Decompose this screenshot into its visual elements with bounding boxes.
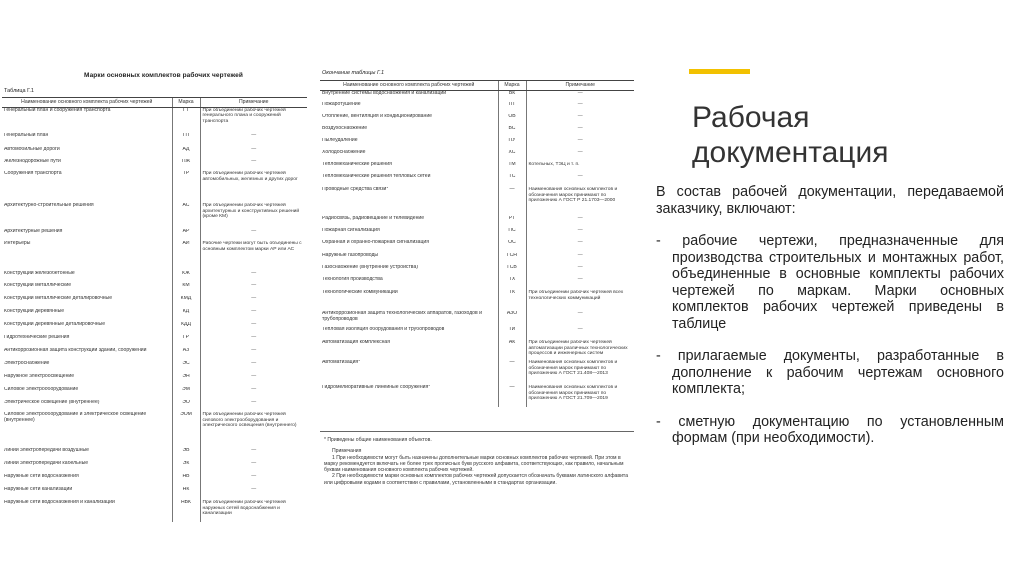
accent-bar xyxy=(689,69,750,74)
row-code: ОС xyxy=(498,240,526,253)
row-note: — xyxy=(526,265,634,277)
row-name: Электрическое освещение (внутреннее) xyxy=(4,400,100,405)
row-name: Тепломеханические решения тепловых сетей xyxy=(322,174,431,179)
row-note: — xyxy=(526,240,634,253)
table-row xyxy=(2,133,307,147)
row-code: ТХ xyxy=(498,277,526,290)
table-page-right xyxy=(318,0,638,574)
row-code: ГТ xyxy=(172,107,200,133)
row-note: — xyxy=(526,126,634,138)
table-row xyxy=(2,387,307,400)
slide-body xyxy=(656,184,1004,463)
row-name: Железнодорожные пути xyxy=(4,159,61,164)
row-code: РТ xyxy=(498,216,526,228)
row-code: АК xyxy=(498,340,526,360)
row-name: Пожаротушение xyxy=(322,102,361,107)
row-note: — xyxy=(526,228,634,240)
table-row xyxy=(320,114,634,126)
row-note: — xyxy=(526,150,634,162)
row-name: Генеральный план xyxy=(4,133,49,138)
table-row xyxy=(2,374,307,387)
marks-table-left xyxy=(2,97,307,522)
table-row xyxy=(2,107,307,133)
row-note: При объединении рабочих чертежей генерального плана и сооружений транспорта xyxy=(200,107,307,133)
row-name: Конструкции железобетонные xyxy=(4,271,75,276)
table-row xyxy=(2,412,307,448)
table-row xyxy=(320,228,634,240)
table-row xyxy=(320,340,634,360)
row-name: Радиосвязь, радиовещание и телевидение xyxy=(322,216,425,221)
table-row xyxy=(2,348,307,361)
row-note: — xyxy=(526,253,634,265)
table-row xyxy=(2,229,307,241)
row-code: ЭМ xyxy=(172,387,200,400)
table-header-row xyxy=(320,81,634,91)
table-row xyxy=(320,327,634,340)
slide-title xyxy=(692,100,992,170)
column-header: Примечание xyxy=(200,98,307,108)
row-name: Пылеудаление xyxy=(322,138,358,143)
row-code: ПТ xyxy=(498,102,526,114)
row-note: — xyxy=(200,348,307,361)
row-name: Конструкции металлические xyxy=(4,283,72,288)
row-note: — xyxy=(200,322,307,335)
row-note: — xyxy=(526,90,634,102)
column-header: Наименование основного комплекта рабочих чертежей xyxy=(320,81,498,91)
row-note: Наименования основных комплектов и обозначения марок принимают по приложению А ГОСТ 21.408—2013 xyxy=(526,360,634,385)
row-note: — xyxy=(526,138,634,150)
table-row xyxy=(320,265,634,277)
row-code: ТС xyxy=(498,174,526,187)
row-note: — xyxy=(200,448,307,461)
row-name: Тепломеханические решения xyxy=(322,162,392,167)
row-note: Котельных, ТЭЦ и т. п. xyxy=(526,162,634,174)
bullet-item: - рабочие чертежи, предназначенные для производства строительных и монтажных работ, объединенные в основные комплекты рабочих чертежей по маркам. Марки основных комплектов рабочих чертежей приведены в таблице xyxy=(656,233,1004,332)
table-row xyxy=(2,500,307,522)
notes-title: Примечания xyxy=(332,448,362,455)
row-name: Газоснабжение (внутренние устройства) xyxy=(322,265,418,270)
row-code: АИ xyxy=(172,241,200,271)
note-2: 2 При необходимости марки основных комплектов рабочих чертежей допускается обозначать буквами латинского алфавита или цифровыми кодами в соответствии с правилами, установленными в стандартах организации. xyxy=(324,473,629,486)
row-name: Архитектурно-строительные решения xyxy=(4,203,94,208)
slide-title-line: документация xyxy=(692,136,889,169)
table-row xyxy=(320,253,634,265)
row-code: АЗО xyxy=(498,311,526,327)
row-note: — xyxy=(526,277,634,290)
row-name: Пожарная сигнализация xyxy=(322,228,380,233)
marks-table-right xyxy=(320,80,634,407)
table-row xyxy=(320,360,634,385)
table-row xyxy=(2,461,307,474)
row-note: Наименования основных комплектов и обозначения марок принимают по приложению А ГОСТ 21.709—2019 xyxy=(526,385,634,407)
row-note: При объединении рабочих чертежей наружных сетей водоснабжения и канализации xyxy=(200,500,307,522)
row-name: Наружные сети водоснабжения и канализации xyxy=(4,500,115,505)
row-note: — xyxy=(200,283,307,296)
row-code: ПС xyxy=(498,228,526,240)
row-name: Гидромелиоративные линейные сооружения* xyxy=(322,385,431,390)
row-note: — xyxy=(200,374,307,387)
row-name: Воздухоснабжение xyxy=(322,126,368,131)
row-code: НВ xyxy=(172,474,200,487)
row-note: — xyxy=(200,296,307,309)
table-row xyxy=(320,385,634,407)
table-row xyxy=(320,216,634,228)
row-note: — xyxy=(200,309,307,322)
row-code: ЭОМ xyxy=(172,412,200,448)
row-note: — xyxy=(200,159,307,171)
table-page-left xyxy=(0,0,318,574)
table-row xyxy=(2,271,307,283)
row-name: Силовое электрооборудование и электрическое освещение (внутреннее) xyxy=(4,412,147,423)
row-name: Интерьеры xyxy=(4,241,31,246)
row-code: ГСВ xyxy=(498,265,526,277)
row-code: ЭО xyxy=(172,400,200,412)
table-row xyxy=(2,296,307,309)
row-code: — xyxy=(498,187,526,216)
row-code: ХС xyxy=(498,150,526,162)
row-name: Антикоррозионная защита технологических аппаратов, газоходов и трубопроводов xyxy=(322,311,482,322)
row-note: При объединении рабочих чертежей архитектурных и конструктивных решений (кроме КМ) xyxy=(200,203,307,229)
row-code: ПУ xyxy=(498,138,526,150)
table-tag: Окончание таблицы Г.1 xyxy=(322,70,384,76)
row-code: ТР xyxy=(172,171,200,203)
row-note: — xyxy=(200,461,307,474)
table-row xyxy=(320,311,634,327)
row-code: ПЖ xyxy=(172,159,200,171)
row-note: — xyxy=(526,327,634,340)
table-row xyxy=(2,400,307,412)
table-row xyxy=(320,138,634,150)
row-name: Конструкции деревянные деталировочные xyxy=(4,322,106,327)
table-row xyxy=(2,147,307,159)
row-name: Электроснабжение xyxy=(4,361,50,366)
row-note: При объединении рабочих чертежей автоматизации различных технологических процессов и инженерных систем xyxy=(526,340,634,360)
column-header: Марка xyxy=(498,81,526,91)
row-code: ТК xyxy=(498,290,526,311)
table-row xyxy=(320,290,634,311)
row-code: ГР xyxy=(172,335,200,348)
row-note: — xyxy=(526,174,634,187)
table-row xyxy=(2,171,307,203)
column-header: Марка xyxy=(172,98,200,108)
row-code: АР xyxy=(172,229,200,241)
table-row xyxy=(2,203,307,229)
table-header-row xyxy=(2,98,307,108)
table-caption: Марки основных комплектов рабочих чертежей xyxy=(84,72,243,79)
row-note: — xyxy=(200,487,307,500)
row-code: КМ xyxy=(172,283,200,296)
row-name: Линии электропередачи воздушные xyxy=(4,448,89,453)
table-row xyxy=(320,126,634,138)
row-name: Тепловая изоляция оборудования и трубопроводов xyxy=(322,327,445,332)
slide-title-line: Рабочая xyxy=(692,101,810,134)
slide-intro: В состав рабочей документации, передаваемой заказчику, включают: xyxy=(656,184,1004,217)
row-note: — xyxy=(200,229,307,241)
row-note: При объединении рабочих чертежей силового электрооборудования и электрического освещения (внутреннего) xyxy=(200,412,307,448)
table-row xyxy=(2,159,307,171)
row-name: Охранная и охранно-пожарная сигнализация xyxy=(322,240,429,245)
footnote-star: * Приведены общие наименования объектов. xyxy=(324,437,432,443)
row-note: При объединении рабочих чертежей всех технологических коммуникаций xyxy=(526,290,634,311)
row-name: Конструкции деревянные xyxy=(4,309,65,314)
row-name: Внутренние системы водоснабжения и канализации xyxy=(322,90,447,96)
row-code: ТИ xyxy=(498,327,526,340)
row-note: Наименования основных комплектов и обозначения марок принимают по приложению А ГОСТ Р 21.1703—2000 xyxy=(526,187,634,216)
table-row xyxy=(2,474,307,487)
table-row xyxy=(320,277,634,290)
row-code: АЗ xyxy=(172,348,200,361)
row-name: Сооружения транспорта xyxy=(4,171,62,176)
note-1: 1 При необходимости могут быть назначены дополнительные марки основных комплектов рабочих чертежей. При этом в марку рекомендуется включать не более трех прописных букв русского алфавита, соответствующих, как правило, начальным буквам наименования основного комплекта рабочих чертежей. xyxy=(324,454,624,474)
table-row xyxy=(320,150,634,162)
row-note: — xyxy=(526,114,634,126)
row-code: — xyxy=(498,385,526,407)
row-note: — xyxy=(526,216,634,228)
row-note: — xyxy=(200,400,307,412)
row-name: Конструкции металлические деталировочные xyxy=(4,296,113,301)
row-code: КЖ xyxy=(172,271,200,283)
row-code: АД xyxy=(172,147,200,159)
row-code: АС xyxy=(172,203,200,229)
row-note: — xyxy=(200,133,307,147)
row-note: — xyxy=(526,311,634,327)
row-note: — xyxy=(200,387,307,400)
row-name: Генеральный план и сооружения транспорта xyxy=(4,107,111,113)
table-row xyxy=(2,335,307,348)
row-name: Автоматизация комплексная xyxy=(322,340,391,345)
row-note: Рабочие чертежи могут быть объединены с основным комплектом марки АР или АС xyxy=(200,241,307,271)
table-row xyxy=(2,487,307,500)
bullet-item: - сметную документацию по установленным формам (при необходимости). xyxy=(656,413,1004,446)
row-note: — xyxy=(200,361,307,374)
row-code: КДД xyxy=(172,322,200,335)
row-code: ВК xyxy=(498,90,526,102)
table-footnotes xyxy=(320,431,634,515)
row-name: Автомобильные дороги xyxy=(4,147,60,152)
row-note: — xyxy=(200,335,307,348)
row-note: При объединении рабочих чертежей автомобильных, железных и других дорог xyxy=(200,171,307,203)
table-row xyxy=(2,309,307,322)
row-name: Гидротехнические решения xyxy=(4,335,70,340)
row-name: Наружные сети водоснабжения xyxy=(4,474,79,479)
row-note: — xyxy=(200,474,307,487)
table-row xyxy=(320,240,634,253)
table-row xyxy=(320,162,634,174)
row-code: ЭК xyxy=(172,461,200,474)
row-name: Проводные средства связи* xyxy=(322,187,389,192)
row-code: — xyxy=(498,360,526,385)
row-name: Линии электропередачи кабельные xyxy=(4,461,89,466)
row-name: Автоматизация* xyxy=(322,360,361,365)
table-row xyxy=(2,361,307,374)
table-row xyxy=(2,283,307,296)
row-note: — xyxy=(526,102,634,114)
row-code: КД xyxy=(172,309,200,322)
row-name: Технологические коммуникации xyxy=(322,290,398,295)
row-name: Холодоснабжение xyxy=(322,150,366,155)
table-row xyxy=(2,448,307,461)
row-code: ГП xyxy=(172,133,200,147)
row-code: ОВ xyxy=(498,114,526,126)
row-code: НВК xyxy=(172,500,200,522)
row-name: Технология производства xyxy=(322,277,383,282)
row-name: Наружное электроосвещение xyxy=(4,374,75,379)
row-code: КМД xyxy=(172,296,200,309)
column-header: Примечание xyxy=(526,81,634,91)
row-note: — xyxy=(200,271,307,283)
row-note: — xyxy=(200,147,307,159)
table-tag: Таблица Г.1 xyxy=(4,88,34,94)
table-row xyxy=(320,90,634,102)
row-code: НК xyxy=(172,487,200,500)
table-row xyxy=(2,241,307,271)
table-row xyxy=(320,174,634,187)
table-row xyxy=(2,322,307,335)
row-code: ТМ xyxy=(498,162,526,174)
row-name: Наружные газопроводы xyxy=(322,253,379,258)
row-code: ЭВ xyxy=(172,448,200,461)
row-name: Отопление, вентиляция и кондиционирование xyxy=(322,114,432,119)
column-header: Наименование основного комплекта рабочих чертежей xyxy=(2,98,172,108)
row-name: Силовое электрооборудование xyxy=(4,387,79,392)
table-row xyxy=(320,187,634,216)
row-name: Антикоррозионная защита конструкций зданий, сооружений xyxy=(4,348,147,353)
bullet-item: - прилагаемые документы, разработанные в дополнение к рабочим чертежам основного комплекта; xyxy=(656,348,1004,397)
row-name: Наружные сети канализации xyxy=(4,487,73,492)
row-code: ВС xyxy=(498,126,526,138)
row-name: Архитектурные решения xyxy=(4,229,63,234)
row-code: ГСН xyxy=(498,253,526,265)
table-row xyxy=(320,102,634,114)
row-code: ЭС xyxy=(172,361,200,374)
row-code: ЭН xyxy=(172,374,200,387)
